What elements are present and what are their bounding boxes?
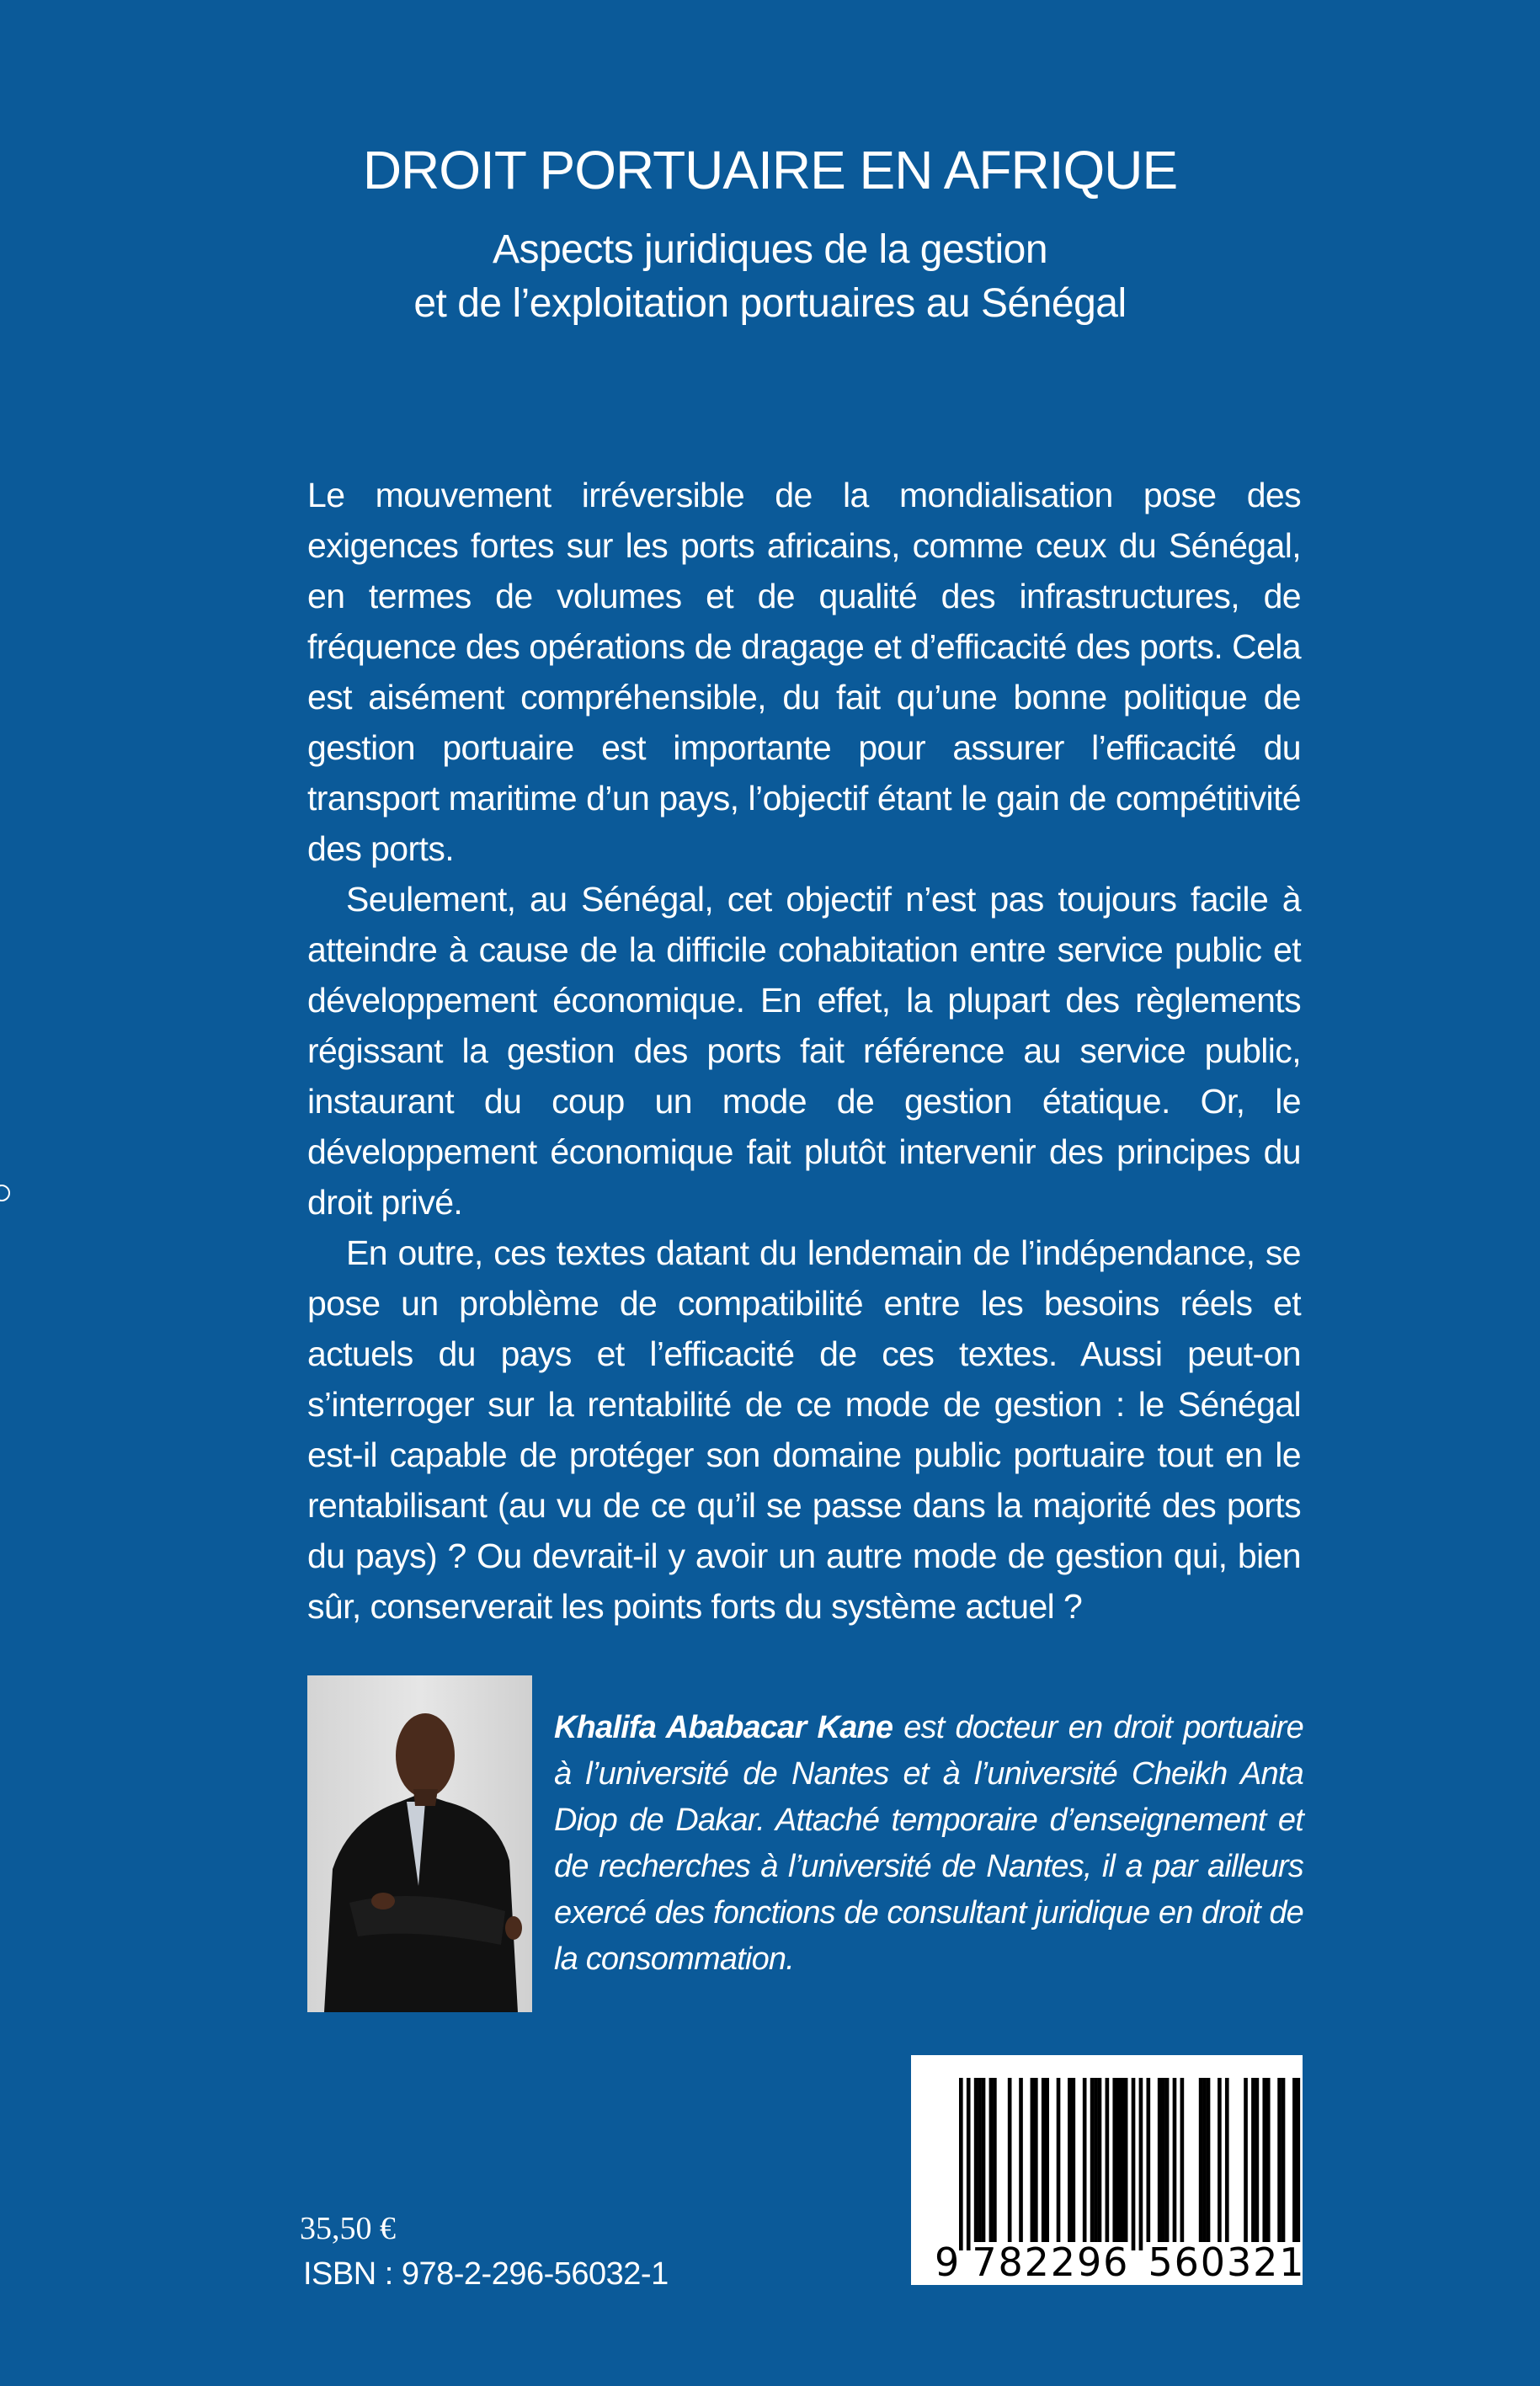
- blurb-paragraph-1: Le mouvement irréversible de la mondialisation pose des exigences fortes sur les ports africains, comme ceux du Sénégal, en termes de volumes et de qualité des infrastructures, de fréquence des opérations de dragage et d’efficacité des ports. Cela est aisément compréhensible, du fait qu’une bonne politique de gestion portuaire est importante pour assurer l’efficacité du transport maritime d’un pays, l’objectif étant le gain de compétitivité des ports.: [307, 476, 1301, 868]
- barcode-digit: 2: [1024, 2240, 1049, 2285]
- barcode-bar: [974, 2078, 978, 2242]
- barcode-bar: [1106, 2078, 1110, 2242]
- book-title: DROIT PORTUAIRE EN AFRIQUE: [362, 140, 1178, 200]
- subtitle-line-2: et de l’exploitation portuaires au Sénégal: [413, 281, 1127, 326]
- subtitle-line-1: Aspects juridiques de la gestion: [492, 227, 1048, 272]
- barcode-bar: [1045, 2078, 1049, 2242]
- barcode-digit: 1: [1279, 2240, 1303, 2285]
- barcode-bar: [1158, 2078, 1162, 2242]
- blurb-paragraph-3: En outre, ces textes datant du lendemain de l’indépendance, se pose un problème de compatibilité entre les besoins réels et actuels du pays et l’efficacité de ces textes. Aussi peut-on s’interroger sur la rentabilité de ce mode de gestion : le Sénégal est-il capable de protéger son domaine public portuaire tout en le rentabilisant (au vu de ce qu’il se passe dans la majorité des ports du pays) ? Ou devrait-il y avoir un autre mode de gestion qui, bien sûr, conserverait les points forts du système actuel ?: [307, 1233, 1301, 1626]
- barcode-bar: [1112, 2078, 1116, 2242]
- barcode-bar: [1120, 2078, 1124, 2242]
- barcode-bar: [1173, 2078, 1177, 2242]
- barcode-bar: [1165, 2078, 1170, 2242]
- barcode-digit: 3: [1226, 2240, 1252, 2285]
- barcode-bar: [1132, 2078, 1136, 2250]
- barcode-digit: 5: [1148, 2240, 1173, 2285]
- registration-mark: [0, 1185, 10, 1201]
- barcode-bar: [1008, 2078, 1012, 2242]
- barcode-digit: 0: [1200, 2240, 1226, 2285]
- barcode-bar: [1161, 2078, 1165, 2242]
- barcode-bar: [1292, 2078, 1297, 2242]
- barcode-digit: 9: [935, 2240, 960, 2285]
- barcode-bar: [1147, 2078, 1151, 2242]
- barcode-bar: [1218, 2078, 1222, 2242]
- barcode-bar: [989, 2078, 994, 2242]
- barcode-bar: [1034, 2078, 1038, 2242]
- author-bio: [554, 1705, 1303, 1983]
- barcode-digit: 6: [1174, 2240, 1199, 2285]
- isbn-barcode: [911, 2055, 1303, 2285]
- barcode-digit: 7: [972, 2240, 997, 2285]
- price: 35,50 €: [300, 2211, 396, 2246]
- barcode-bar: [1042, 2078, 1046, 2242]
- barcode-bar: [1083, 2078, 1087, 2242]
- barcode-bar: [1262, 2078, 1266, 2242]
- barcode-bar: [1072, 2078, 1076, 2242]
- barcode-digit: 2: [1253, 2240, 1278, 2285]
- blurb-paragraph-2: Seulement, au Sénégal, cet objectif n’est pas toujours facile à atteindre à cause de la difficile cohabitation entre service public et développement économique. En effet, la plupart des règlements régissant la gestion des ports fait référence au service public, instaurant du coup un mode de gestion étatique. Or, le développement économique fait plutôt intervenir des principes du droit privé.: [307, 880, 1301, 1222]
- barcode-bar: [1202, 2078, 1207, 2242]
- barcode-bar: [1244, 2078, 1248, 2242]
- barcode-digit: 9: [1076, 2240, 1102, 2285]
- barcode-bar: [982, 2078, 986, 2242]
- author-photo: [307, 1675, 532, 2012]
- barcode-bar: [1207, 2078, 1211, 2242]
- barcode-bar: [967, 2078, 971, 2250]
- author-name: Khalifa Ababacar Kane: [554, 1710, 893, 1745]
- barcode-bar: [1098, 2078, 1102, 2242]
- barcode-bar: [1255, 2078, 1260, 2242]
- barcode-bar: [1297, 2078, 1301, 2242]
- barcode-bar: [1225, 2078, 1229, 2242]
- barcode-bar: [1116, 2078, 1121, 2242]
- barcode-bar: [1266, 2078, 1271, 2242]
- author-bio-text: est docteur en droit portuaire à l’université de Nantes et à l’université Cheikh Anta Diop de Dakar. Attaché temporaire d’enseignement et de recherches à l’université de Nantes, il a par ailleurs exercé des fonctions de consultant juridique en droit de la consommation.: [554, 1710, 1303, 1977]
- barcode-bar: [1068, 2078, 1072, 2242]
- barcode-bar: [1251, 2078, 1255, 2242]
- barcode-bar: [1199, 2078, 1203, 2242]
- barcode-bar: [993, 2078, 997, 2242]
- barcode-bar: [959, 2078, 963, 2250]
- barcode-bar: [1031, 2078, 1035, 2242]
- book-subtitle: [0, 223, 1540, 331]
- barcode-digit: 8: [998, 2240, 1023, 2285]
- barcode-bar: [1139, 2078, 1143, 2250]
- barcode-bar: [1094, 2078, 1098, 2242]
- barcode-bar: [1057, 2078, 1061, 2242]
- barcode-digit: 6: [1103, 2240, 1128, 2285]
- barcode-bar: [1277, 2078, 1282, 2242]
- barcode-bar: [978, 2078, 982, 2242]
- barcode-bar: [1124, 2078, 1128, 2242]
- barcode-bar: [1019, 2078, 1023, 2242]
- barcode-bar: [1180, 2078, 1185, 2242]
- barcode-bar: [1090, 2078, 1095, 2242]
- barcode-bar: [1282, 2078, 1286, 2242]
- blurb: [307, 470, 1301, 1632]
- barcode-digit: 2: [1050, 2240, 1076, 2285]
- isbn-number: ISBN : 978-2-296-56032-1: [303, 2256, 669, 2292]
